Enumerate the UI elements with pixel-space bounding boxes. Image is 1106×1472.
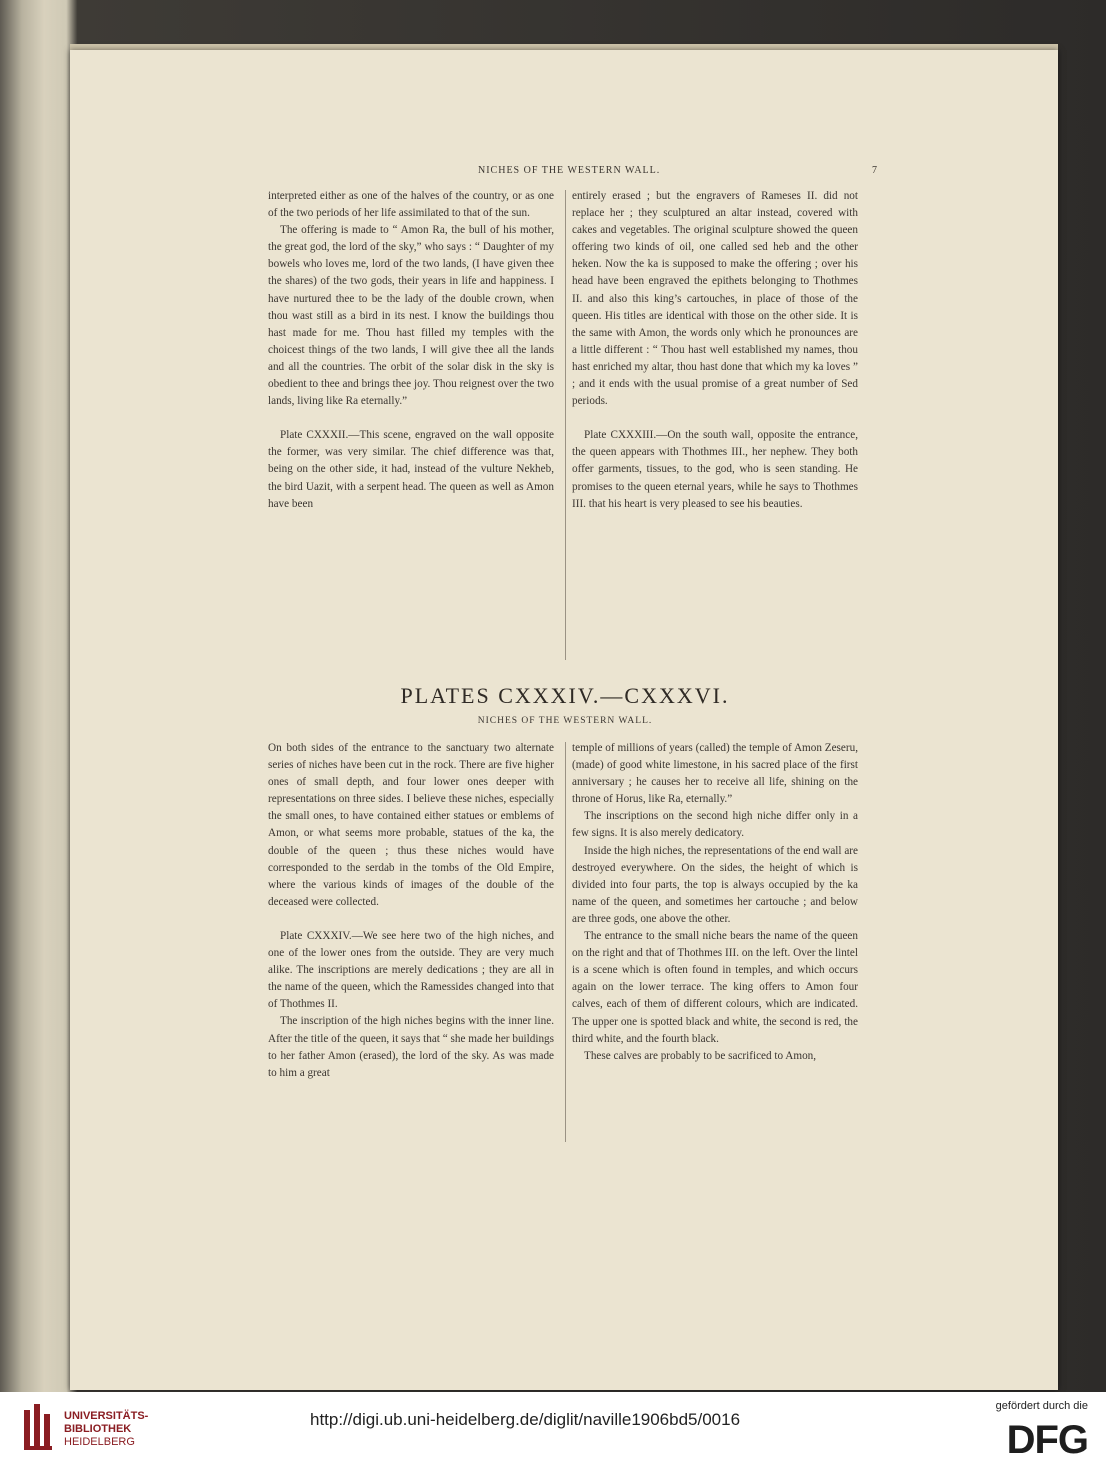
paragraph: On both sides of the entrance to the sanctuary two alternate series of niches have been cut in the rock. There are five higher ones of small depth, and four lower ones deeper with representations on three sides. I believe these niches, especially the small ones, to have contained either statues or emblems of Amon, or what seems more probable, statues of the ka, the double of the queen ; thus these niches would have corresponded to the serdab in the tombs of the Old Empire, where the various kinds of images of the double of the deceased were collected. xyxy=(268,742,554,908)
paragraph: Plate CXXXIV.—We see here two of the high niches, and one of the lower ones from the outside. They are very much alike. The inscriptions are merely dedications ; they are all in the name of the queen, which the Ramessides changed into that of Thothmes II. xyxy=(268,929,554,1011)
paragraph: The entrance to the small niche bears the name of the queen on the right and that of Thothmes III. on the left. Over the lintel is a scene which is often found in temples, and which occurs again on the lower terrace. The king offers to Amon four calves, each of them of different colours, which are indicated. The upper one is spotted black and white, the second is red, the third white, and the fourth black. xyxy=(572,930,858,1045)
upper-left-column xyxy=(268,188,554,513)
paragraph: entirely erased ; but the engravers of Rameses II. did not replace her ; they sculptured an altar instead, covered with cakes and vegetables. The original sculpture showed the queen offering two kinds of oil, one called sed heb and the other heken. Now the ka is supposed to make the offering ; over his head have been engraved the epithets belonging to Thothmes II. and also this king’s cartouches, in place of those of the queen. His titles are identical with those on the other side. It is the same with Amon, the words only which he pronounces are a little different : “ Thou hast well established my names, thou hast enriched my altar, thou hast done that which my ka loves ” ; and it ends with the usual promise of a great number of Sed periods. xyxy=(572,190,858,408)
paragraph: Plate CXXXIII.—On the south wall, opposite the entrance, the queen appears with Thothmes III., her nephew. They both offer garments, tissues, to the god, who is seen standing. He promises to the queen eternal years, while he says to Thothmes III. that his heart is very pleased to see his beauties. xyxy=(572,429,858,510)
lower-left-column xyxy=(268,740,554,1082)
running-head xyxy=(478,165,878,176)
permalink-url[interactable]: http://digi.ub.uni-heidelberg.de/diglit/naville1906bd5/0016 xyxy=(310,1410,741,1429)
paragraph: temple of millions of years (called) the temple of Amon Zeseru, (made) of good white limestone, in his sacred place of the first anniversary ; he causes her to receive all life, shining on the throne of Horus, like Ra, eternally.” xyxy=(572,742,858,806)
paragraph: interpreted either as one of the halves of the country, or as one of the two periods of her life assimilated to that of the sun. xyxy=(268,190,554,220)
university-logo-icon xyxy=(22,1404,58,1454)
university-name xyxy=(64,1410,148,1449)
sponsor-label: gefördert durch die xyxy=(995,1400,1088,1412)
paragraph: Inside the high niches, the representations of the end wall are destroyed everywhere. On the sides, the height of which is divided into four parts, the top is always occupied by the ka name of the queen, and sometimes her cartouche ; and below are three gods, one above the other. xyxy=(572,844,858,925)
paragraph: Plate CXXXII.—This scene, engraved on the wall opposite the former, was very similar. The chief difference was that, being on the other side, it had, instead of the vulture Nekheb, the bird Uazit, with a serpent head. The queen as well as Amon have been xyxy=(268,429,554,510)
section-heading: PLATES CXXXIV.—CXXXVI. xyxy=(400,683,730,708)
paragraph: The inscription of the high niches begins with the inner line. After the title of the queen, it says that “ she made her buildings to her father Amon (erased), the lord of the sky. As was made to him a great xyxy=(268,1015,554,1079)
running-head-title: NICHES OF THE WESTERN WALL. xyxy=(478,165,661,176)
university-name-line: UNIVERSITÄTS- xyxy=(64,1410,149,1422)
university-name-line: HEIDELBERG xyxy=(64,1436,135,1448)
column-divider xyxy=(565,742,566,1142)
page-number: 7 xyxy=(872,165,878,176)
section-subheading: NICHES OF THE WESTERN WALL. xyxy=(477,716,653,726)
paragraph: The inscriptions on the second high niche differ only in a few signs. It is also merely dedicatory. xyxy=(572,810,858,840)
university-name-line: BIBLIOTHEK xyxy=(64,1423,132,1435)
paragraph: The offering is made to “ Amon Ra, the bull of his mother, the great god, the lord of the sky,” who says : “ Daughter of my bowels who loves me, lord of the two lands, (I have given thee the shares) of the two gods, their years in life and happiness. I have nurtured thee to be the lady of the double crown, when thou wast still as a bird in its nest. I know the buildings thou hast made for me. Thou hast filled my temples with the choicest things of the two lands, I will give thee all the lands and all the countries. The orbit of the solar disk in the sky is obedient to thee and brings thee joy. Thou reignest over the two lands, living like Ra eternally.” xyxy=(268,224,554,408)
upper-right-column xyxy=(572,188,858,513)
lower-right-column xyxy=(572,740,858,1065)
footer-bar xyxy=(0,1392,1106,1472)
column-divider xyxy=(565,190,566,660)
dfg-logo: DFG xyxy=(1006,1418,1088,1462)
paragraph: These calves are probably to be sacrificed to Amon, xyxy=(584,1049,817,1062)
